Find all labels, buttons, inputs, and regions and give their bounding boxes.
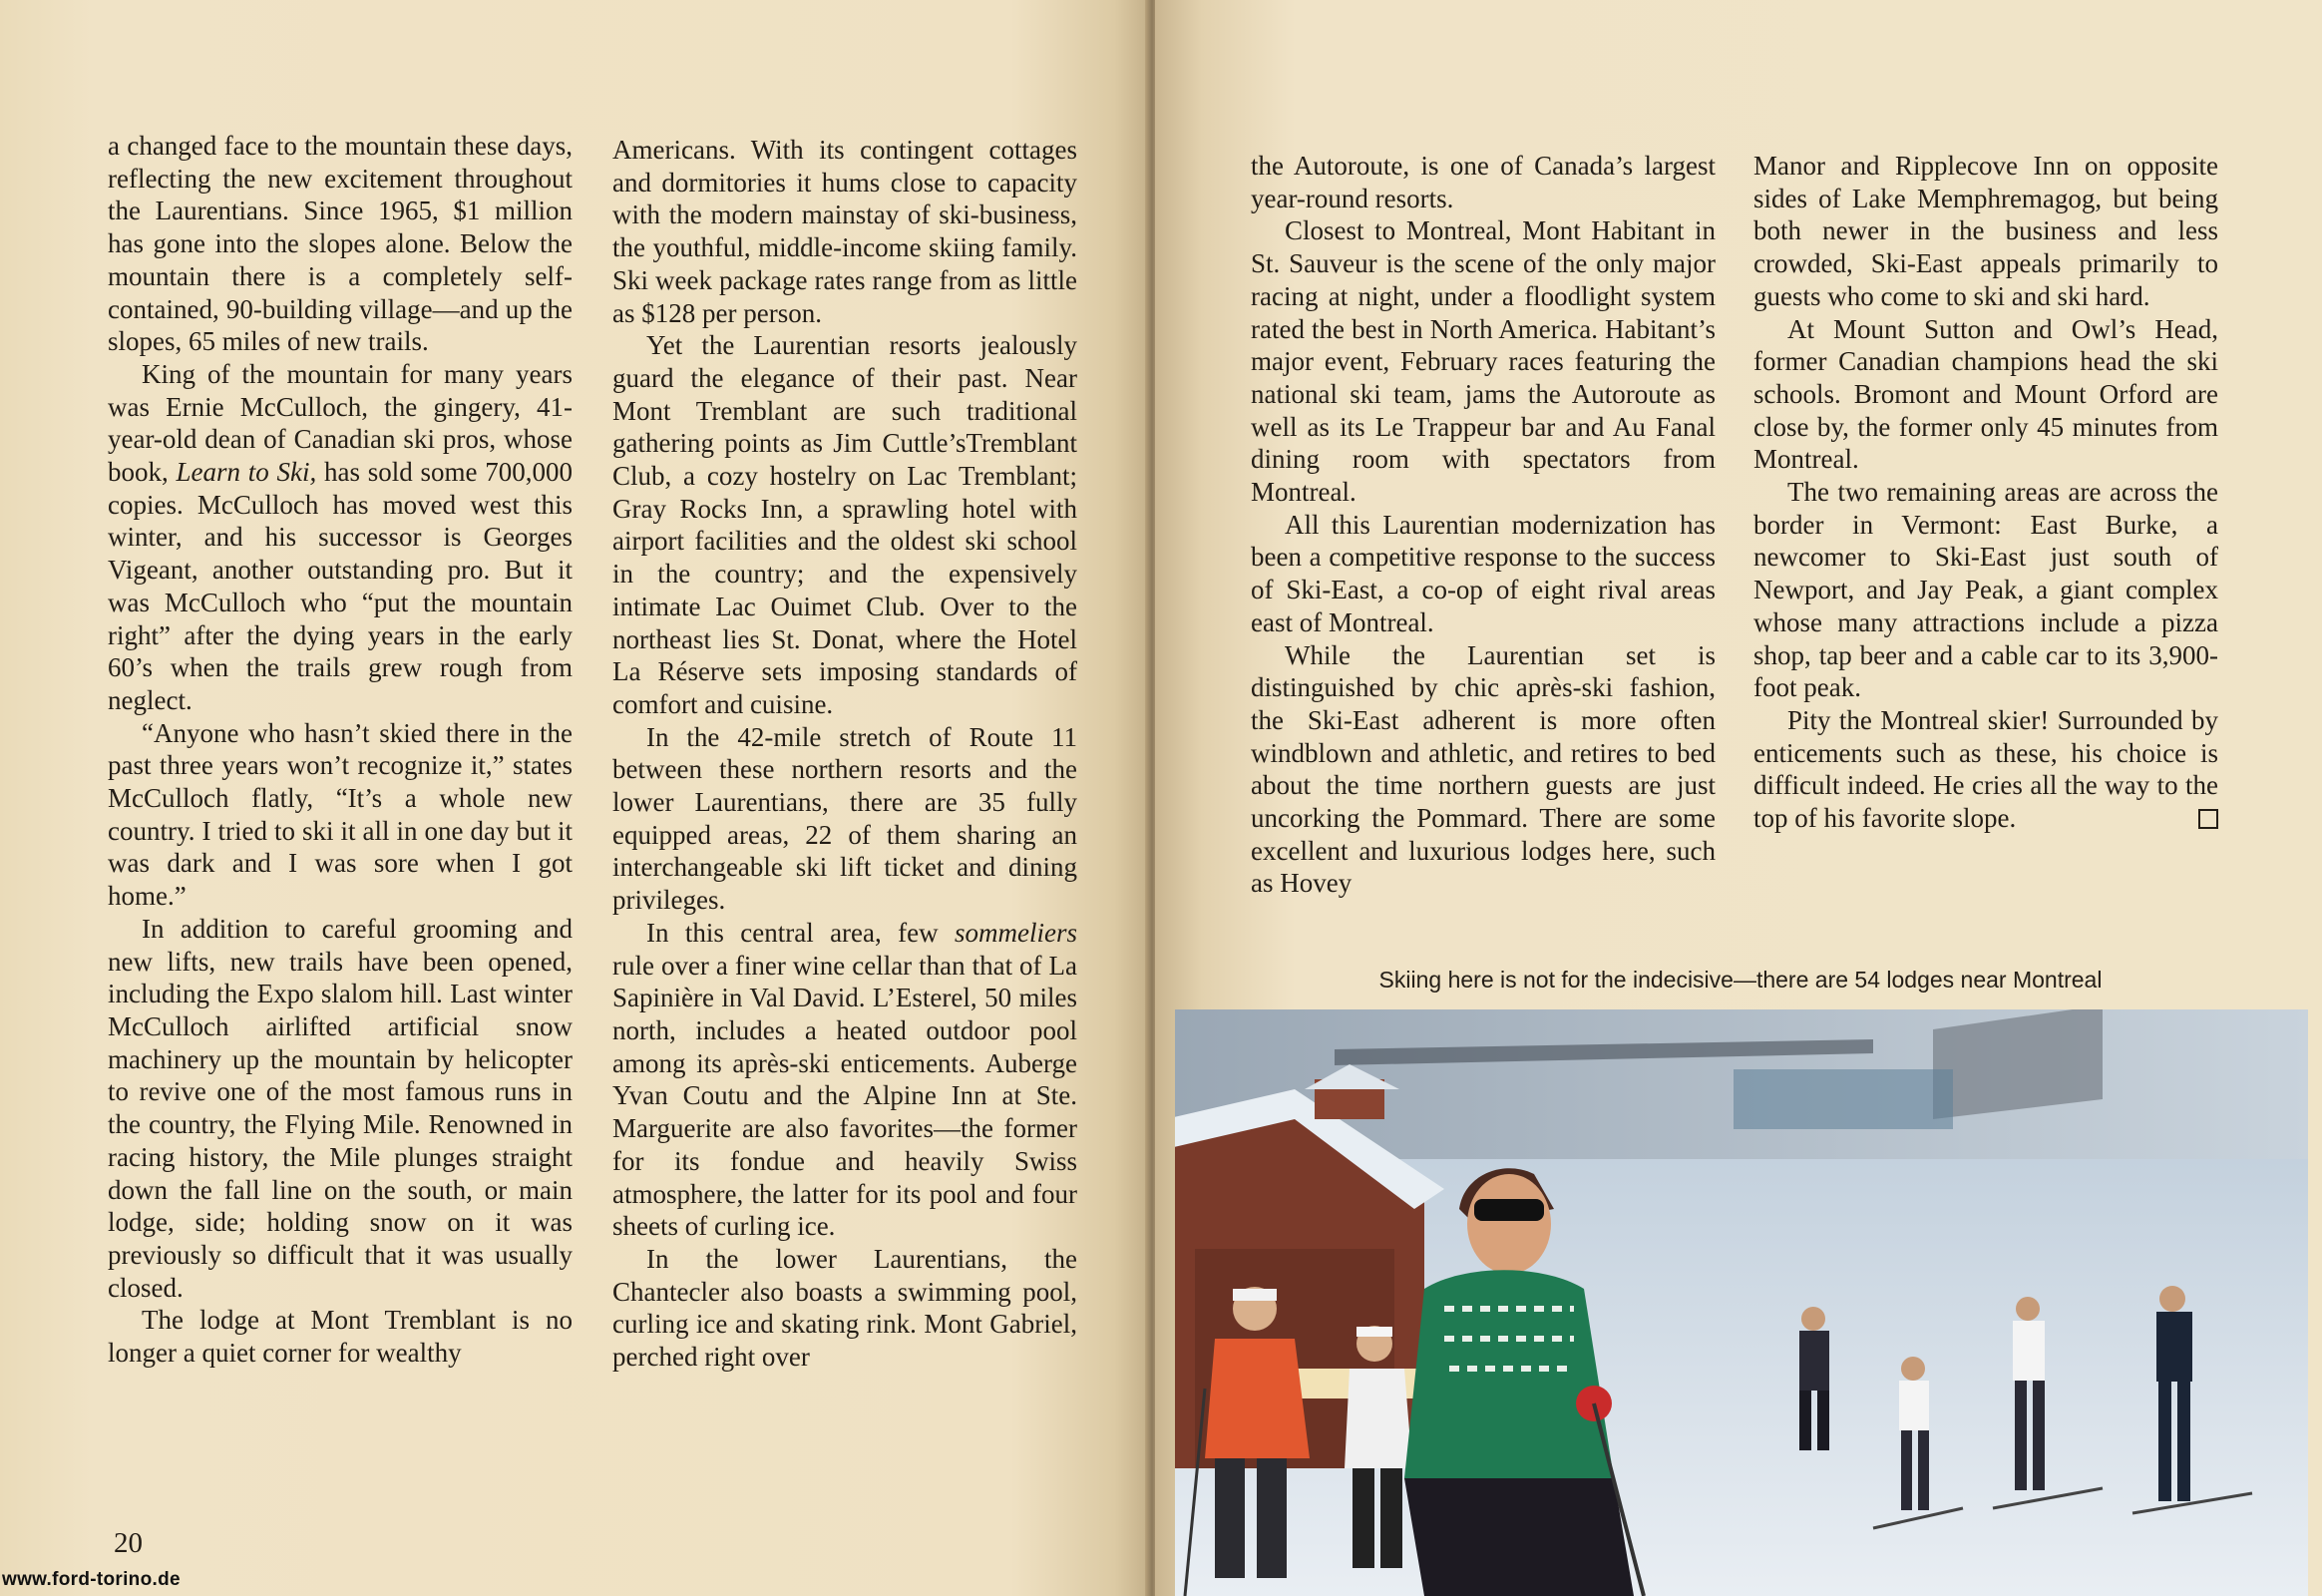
paragraph: At Mount Sutton and Owl’s Head, former Canadian champions head the ski schools. Bromont and Mount Orford are close by, the former only 45 minutes from Montreal. <box>1753 313 2218 475</box>
website-watermark: www.ford-torino.de <box>2 1569 181 1590</box>
end-of-article-mark <box>2198 809 2218 829</box>
italic-term: sommeliers <box>955 917 1077 948</box>
paragraph: King of the mountain for many years was Ernie McCulloch, the gingery, 41-year-old dean of Canadian ski pros, whose book, Learn to Ski, has sold some 700,000 copies. McCulloch has moved west this winter, and his successor is Georges Vigeant, another outstanding pro. But it was McCulloch who “put the mountain right” after the dying years in the early 60’s when the trails grew rough from neglect. <box>108 358 573 715</box>
paragraph: Closest to Montreal, Mont Habitant in St. Sauveur is the scene of the only major racing at night, under a floodlight system rated the best in North America. Habitant’s major event, February races featuring the national ski team, jams the Autoroute as well as its Le Trappeur bar and Au Fanal dining room with spectators from Montreal. <box>1251 215 1716 508</box>
paragraph: All this Laurentian modernization has been a competitive response to the success of Ski-East, a co-op of eight rival areas east of Montreal. <box>1251 509 1716 637</box>
book-title: Learn to Ski, <box>176 457 317 488</box>
ski-scene-illustration <box>1175 1009 2308 1596</box>
photo-caption: Skiing here is not for the indecisive—there are 54 lodges near Montreal <box>1378 967 2103 993</box>
paragraph: In addition to careful grooming and new lifts, new trails have been opened, including the Expo slalom hill. Last winter McCulloch airlifted artificial snow machinery up the mountain by helicopter to revive one of the most famous runs in the country, the Flying Mile. Renowned in racing history, the Mile plunges straight down the fall line on the south, or main lodge, side; holding snow on it was previously so difficult that it was usually closed. <box>108 913 573 1303</box>
paragraph: a changed face to the mountain these days, reflecting the new excitement throughout the Laurentians. Since 1965, $1 million has gone into the slopes alone. Below the mountain there is a completely self-contained, 90-building village—and up the slopes, 65 miles of new trails. <box>108 131 573 357</box>
page-number: 20 <box>114 1527 143 1559</box>
paragraph: In the 42-mile stretch of Route 11 between these northern resorts and the lower Laurentians, there are 35 fully equipped areas, 22 of them sharing an interchangeable ski lift ticket and dining privileges. <box>612 721 1077 916</box>
paragraph: The lodge at Mont Tremblant is no longer a quiet corner for wealthy <box>108 1305 573 1369</box>
paragraph: Yet the Laurentian resorts jealously guard the elegance of their past. Near Mont Tremblant are such traditional gathering points as Jim Cuttle’sTremblant Club, a cozy hostelry on Lac Tremblant; Gray Rocks Inn, a sprawling hotel with airport facilities and the oldest ski school in the country; and the expensively intimate Lac Ouimet Club. Over to the northeast lies St. Donat, where the Hotel La Réserve sets imposing standards of comfort and cuisine. <box>612 330 1077 719</box>
text-column-3 <box>1251 150 1716 900</box>
paragraph: In the lower Laurentians, the Chantecler also boasts a swimming pool, curling ice and skating rink. Mont Gabriel, perched right over <box>612 1243 1077 1373</box>
paragraph: The two remaining areas are across the border in Vermont: East Burke, a newcomer to Ski-East just south of Newport, and Jay Peak, a giant complex whose many attractions include a pizza shop, tap beer and a cable car to its 3,900-foot peak. <box>1753 477 2218 703</box>
ski-photo <box>1175 1009 2308 1596</box>
paragraph: “Anyone who hasn’t skied there in the past three years won’t recognize it,” states McCulloch flatly, “It’s a whole new country. I tried to ski it all in one day but it was dark and I was sore when I got home.” <box>108 717 573 912</box>
paragraph: While the Laurentian set is distinguished by chic après-ski fashion, the Ski-East adherent is more often windblown and athletic, and retires to bed about the time northern guests are just uncorking the Pommard. There are some excellent and luxurious lodges here, such as Hovey <box>1251 639 1716 899</box>
left-page <box>0 0 1149 1596</box>
paragraph: the Autoroute, is one of Canada’s largest year-round resorts. <box>1251 151 1716 213</box>
text-column-1 <box>108 130 573 1370</box>
paragraph: Americans. With its contingent cottages and dormitories it hums close to capacity with the modern mainstay of ski-business, the youthful, middle-income skiing family. Ski week package rates range from as little as $128 per person. <box>612 135 1077 328</box>
text-column-4 <box>1753 150 2218 835</box>
text-column-2 <box>612 134 1077 1374</box>
paragraph: In this central area, few sommeliers rule over a finer wine cellar than that of La Sapinière in Val David. L’Esterel, 50 miles north, includes a heated outdoor pool among its après-ski enticements. Auberge Yvan Coutu and the Alpine Inn at Ste. Marguerite are also favorites—the former for its fondue and heavily Swiss atmosphere, the latter for its pool and four sheets of curling ice. <box>612 917 1077 1242</box>
paragraph: Pity the Montreal skier! Surrounded by enticements such as these, his choice is difficult indeed. He cries all the way to the top of his favorite slope. <box>1753 704 2218 834</box>
paragraph: Manor and Ripplecove Inn on opposite sides of Lake Memphremagog, but being both newer in the business and less crowded, Ski-East appeals primarily to guests who come to ski and ski hard. <box>1753 151 2218 311</box>
